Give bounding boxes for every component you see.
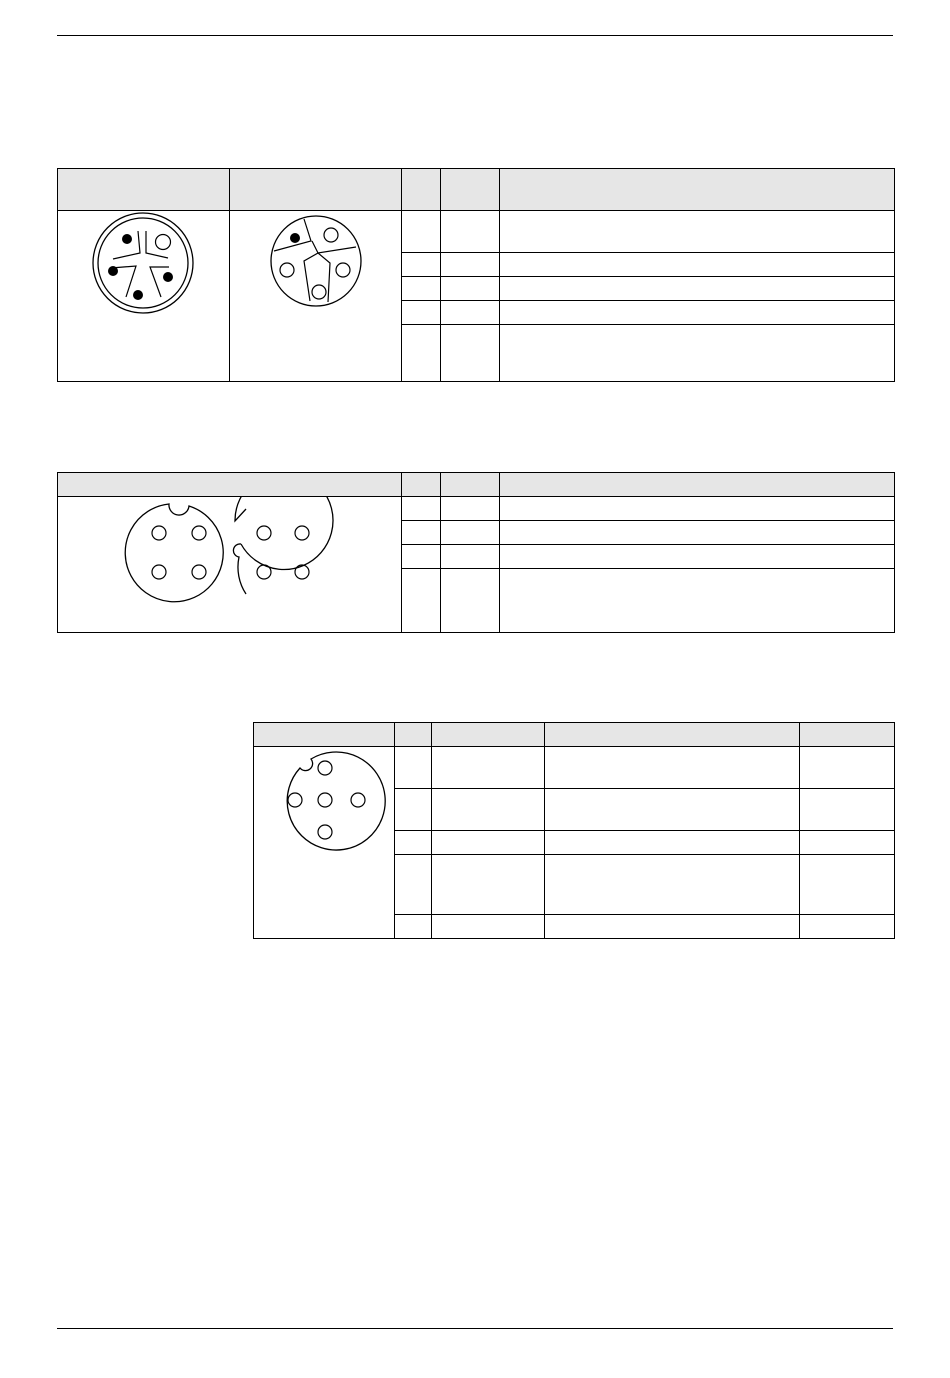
- pin-number-cell: [402, 211, 441, 253]
- description-cell: [500, 211, 895, 253]
- signal-cell: [441, 211, 500, 253]
- table-header-row: [58, 169, 895, 211]
- header-cell: [402, 473, 441, 497]
- signal-cell: [432, 789, 545, 831]
- signal-cell: [441, 497, 500, 521]
- pin-number-cell: [395, 789, 432, 831]
- pin-table-2: [57, 472, 895, 633]
- m8-connector-pair-icon: [58, 497, 400, 607]
- description-cell: [500, 545, 895, 569]
- pin-number-cell: [402, 301, 441, 325]
- header-cell: [441, 169, 500, 211]
- value-cell: [800, 831, 895, 855]
- connector-pair-cell: [58, 497, 402, 633]
- pin-table-1: [57, 168, 895, 382]
- value-cell: [800, 747, 895, 789]
- signal-cell: [432, 915, 545, 939]
- table-header-row: [254, 723, 895, 747]
- value-cell: [800, 855, 895, 915]
- description-cell: [500, 569, 895, 633]
- signal-cell: [441, 301, 500, 325]
- m12-5pin-connector-icon: [254, 747, 394, 857]
- description-cell: [545, 855, 800, 915]
- pin-number-cell: [402, 569, 441, 633]
- pin-number-cell: [402, 545, 441, 569]
- pin-number-cell: [395, 747, 432, 789]
- m12-male-connector-icon: [58, 211, 228, 321]
- signal-cell: [441, 277, 500, 301]
- table-row: [58, 497, 895, 521]
- description-cell: [500, 325, 895, 382]
- connector-female-cell: [230, 211, 402, 382]
- value-cell: [800, 915, 895, 939]
- description-cell: [500, 277, 895, 301]
- header-cell: [500, 169, 895, 211]
- pin-number-cell: [402, 521, 441, 545]
- footer-rule: [57, 1328, 893, 1329]
- pin-number-cell: [402, 325, 441, 382]
- table-header-row: [58, 473, 895, 497]
- header-cell: [58, 169, 230, 211]
- pin-number-cell: [395, 915, 432, 939]
- header-cell: [441, 473, 500, 497]
- signal-cell: [441, 325, 500, 382]
- table-row: [254, 747, 895, 789]
- header-cell: [545, 723, 800, 747]
- pin-number-cell: [402, 497, 441, 521]
- table-row: [58, 211, 895, 253]
- signal-cell: [441, 545, 500, 569]
- description-cell: [500, 497, 895, 521]
- signal-cell: [432, 831, 545, 855]
- header-cell: [432, 723, 545, 747]
- header-cell: [254, 723, 395, 747]
- header-cell: [58, 473, 402, 497]
- signal-cell: [441, 521, 500, 545]
- header-cell: [800, 723, 895, 747]
- signal-cell: [441, 253, 500, 277]
- description-cell: [500, 301, 895, 325]
- description-cell: [545, 831, 800, 855]
- pin-number-cell: [395, 831, 432, 855]
- description-cell: [500, 521, 895, 545]
- signal-cell: [441, 569, 500, 633]
- m12-female-connector-icon: [230, 211, 400, 321]
- header-rule: [57, 35, 893, 36]
- description-cell: [545, 915, 800, 939]
- description-cell: [500, 253, 895, 277]
- header-cell: [500, 473, 895, 497]
- signal-cell: [432, 747, 545, 789]
- header-cell: [402, 169, 441, 211]
- header-cell: [230, 169, 402, 211]
- pin-number-cell: [395, 855, 432, 915]
- connector-5pin-cell: [254, 747, 395, 939]
- pin-table-3: [253, 722, 895, 939]
- value-cell: [800, 789, 895, 831]
- description-cell: [545, 789, 800, 831]
- pin-number-cell: [402, 277, 441, 301]
- signal-cell: [432, 855, 545, 915]
- header-cell: [395, 723, 432, 747]
- description-cell: [545, 747, 800, 789]
- pin-number-cell: [402, 253, 441, 277]
- connector-male-cell: [58, 211, 230, 382]
